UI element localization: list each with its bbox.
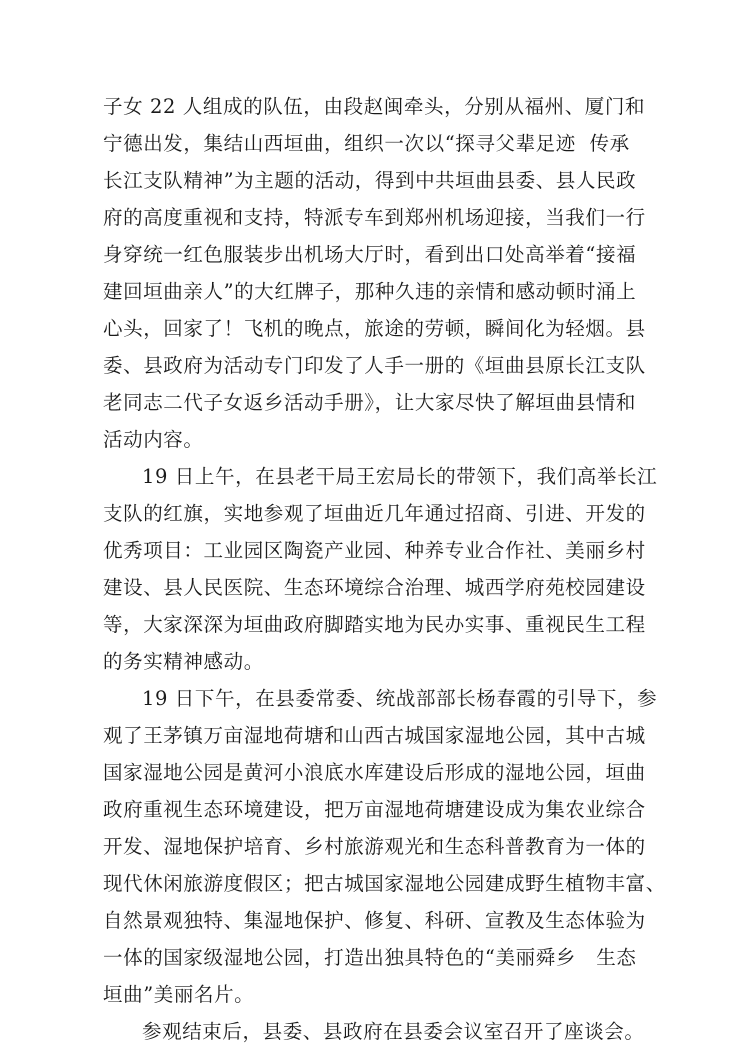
text-line: 长江支队精神”为主题的活动，得到中共垣曲县委、县人民政 — [103, 169, 637, 192]
text-line: 身穿统一红色服装步出机场大厅时，看到出口处高举着“接福 — [103, 243, 637, 266]
text-line: 委、县政府为活动专门印发了人手一册的《垣曲县原长江支队 — [103, 354, 646, 377]
text-line: 优秀项目：工业园区陶瓷产业园、种养专业合作社、美丽乡村 — [103, 539, 646, 562]
text-line: 国家湿地公园是黄河小浪底水库建设后形成的湿地公园，垣曲 — [103, 761, 646, 784]
text-line: 参观结束后，县委、县政府在县委会议室召开了座谈会。 — [142, 1020, 645, 1043]
text-line: 观了王茅镇万亩湿地荷塘和山西古城国家湿地公园，其中古城 — [103, 724, 646, 747]
text-line: 现代休闲旅游度假区；把古城国家湿地公园建成野生植物丰富、 — [103, 872, 666, 895]
text-line: 活动内容。 — [103, 428, 204, 451]
text-line: 一体的国家级湿地公园，打造出独具特色的“美丽舜乡 生态 — [103, 946, 637, 969]
text-line: 子女 22 人组成的队伍，由段赵闽牵头，分别从福州、厦门和 — [103, 95, 646, 118]
text-line: 心头，回家了！飞机的晚点，旅途的劳顿，瞬间化为轻烟。县 — [103, 317, 646, 340]
text-line: 建回垣曲亲人”的大红牌子，那种久违的亲情和感动顿时涌上 — [103, 280, 637, 303]
text-line: 老同志二代子女返乡活动手册》，让大家尽快了解垣曲县情和 — [103, 391, 636, 414]
text-line: 政府重视生态环境建设，把万亩湿地荷塘建设成为集农业综合 — [103, 798, 646, 821]
text-line: 支队的红旗，实地参观了垣曲近几年通过招商、引进、开发的 — [103, 502, 646, 525]
text-line: 宁德出发，集结山西垣曲，组织一次以“探寻父辈足迹 传承 — [103, 132, 630, 155]
text-line: 自然景观独特、集湿地保护、修复、科研、宣教及生态体验为 — [103, 909, 646, 932]
text-line: 府的高度重视和支持，特派专车到郑州机场迎接，当我们一行 — [103, 206, 646, 229]
text-line: 开发、湿地保护培育、乡村旅游观光和生态科普教育为一体的 — [103, 835, 646, 858]
text-line: 19 日上午，在县老干局王宏局长的带领下，我们高举长江 — [142, 465, 658, 488]
text-line: 建设、县人民医院、生态环境综合治理、城西学府苑校园建设 — [103, 576, 646, 599]
text-line: 的务实精神感动。 — [103, 650, 264, 673]
text-line: 垣曲”美丽名片。 — [103, 983, 255, 1006]
text-line: 19 日下午，在县委常委、统战部部长杨春霞的引导下，参 — [142, 687, 658, 710]
text-line: 等，大家深深为垣曲政府脚踏实地为民办实事、重视民生工程 — [103, 613, 646, 636]
